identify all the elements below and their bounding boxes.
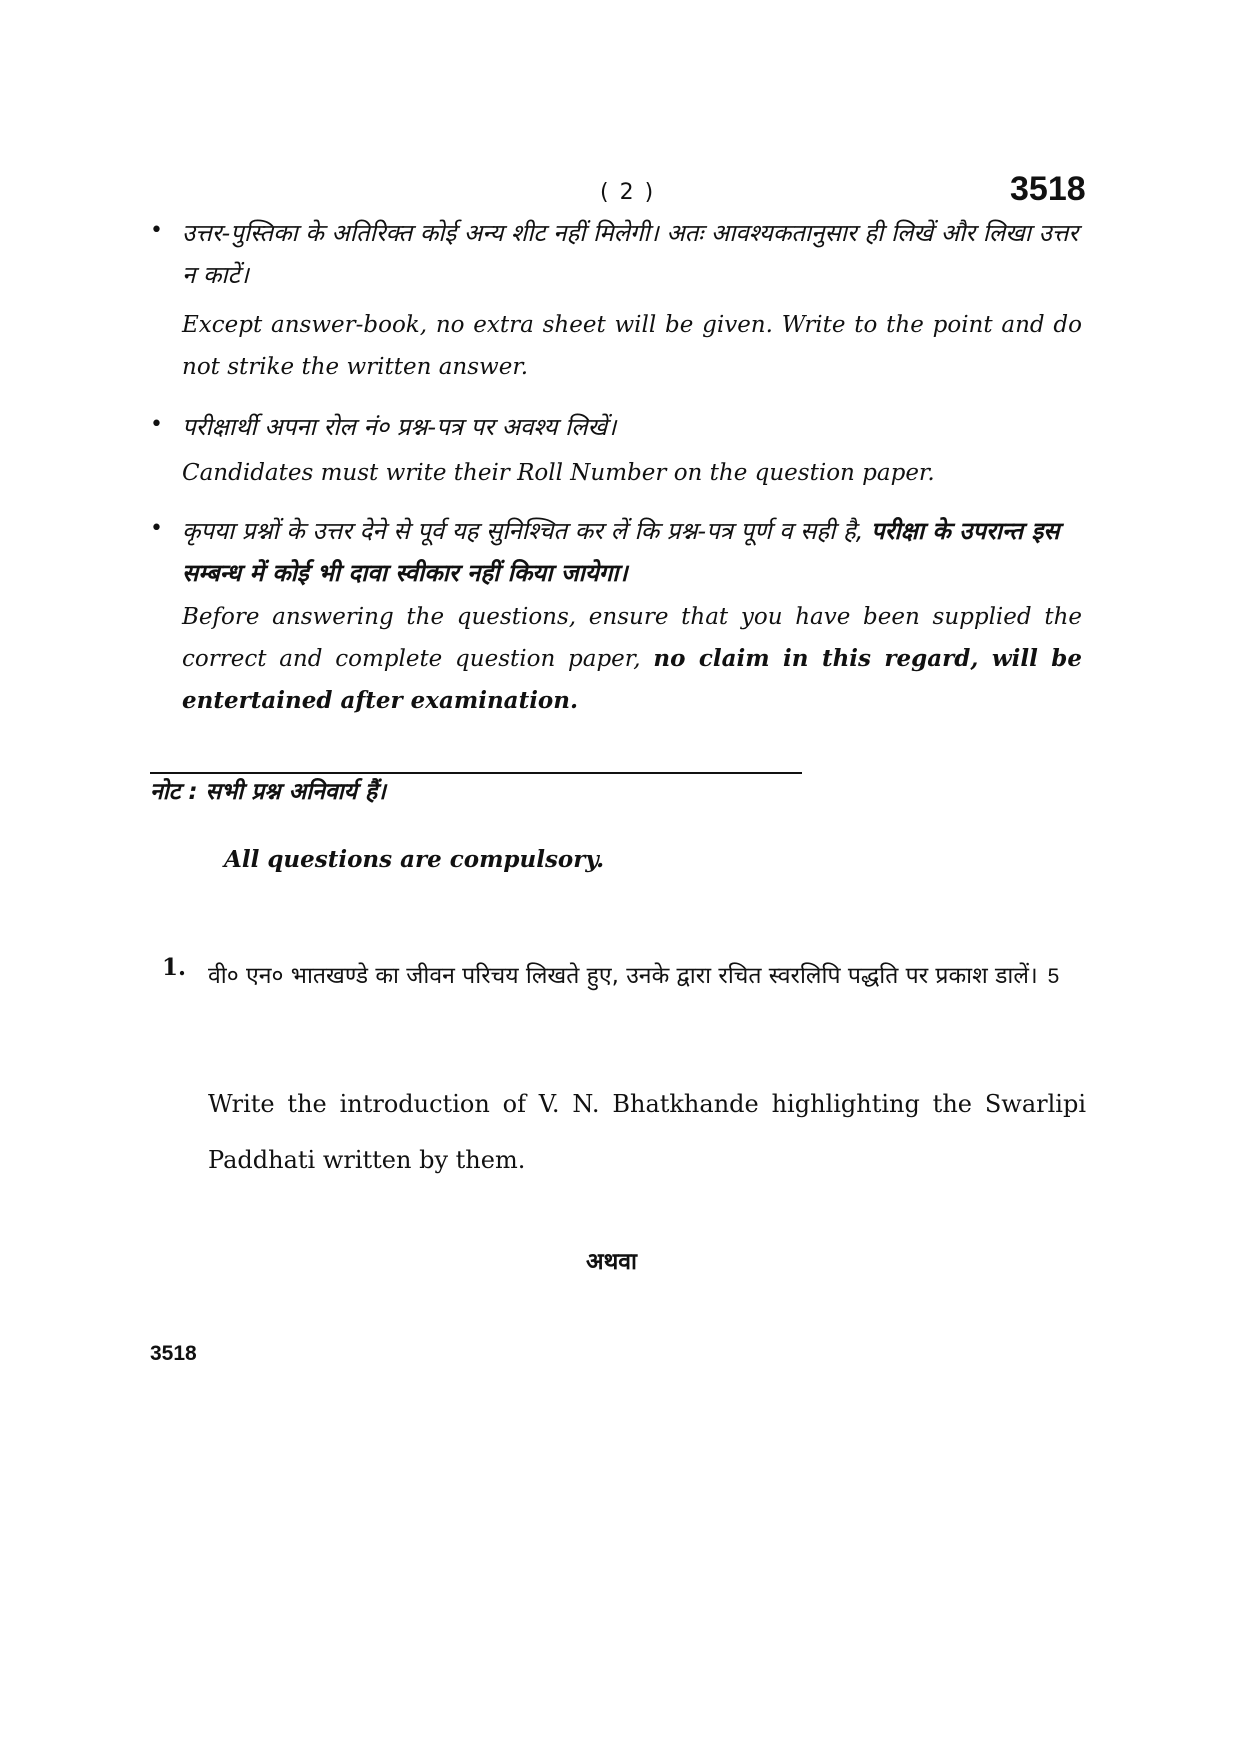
instruction-3-hindi	[182, 510, 1087, 594]
instruction-3-hindi-regular: कृपया प्रश्नों के उत्तर देने से पूर्व यह सुनिश्चित कर लें कि प्रश्न-पत्र पूर्ण व सही है,	[182, 517, 864, 545]
question-1-hindi	[208, 948, 1086, 1005]
bullet-icon: •	[150, 516, 163, 541]
paper-code-footer: 3518	[150, 1342, 197, 1365]
or-separator: अथवा	[586, 1249, 638, 1275]
page-number: ( 2 )	[600, 180, 656, 205]
instruction-2-hindi: परीक्षार्थी अपना रोल नं० प्रश्न-पत्र पर अवश्य लिखें।	[182, 413, 617, 441]
instruction-2-english: Candidates must write their Roll Number on the question paper.	[182, 460, 935, 486]
question-1-hindi-text: वी० एन० भातखण्डे का जीवन परिचय लिखते हुए, उनके द्वारा रचित स्वरलिपि पद्धति पर प्रकाश डालें।	[208, 963, 1038, 989]
instruction-3-english	[182, 596, 1082, 722]
question-1-marks: 5	[1047, 965, 1060, 988]
question-1-english: Write the introduction of V. N. Bhatkhande highlighting the Swarlipi Paddhati written by them.	[208, 1090, 1086, 1174]
instruction-3-english-regular: Before answering the questions, ensure that you have been supplied the correct and complete question paper,	[182, 604, 1082, 672]
note-english: All questions are compulsory.	[224, 846, 605, 873]
instruction-3-hindi-bold: परीक्षा के उपरान्त इस सम्बन्ध में कोई भी दावा स्वीकार नहीं किया जायेगा।	[182, 517, 1060, 587]
bullet-icon: •	[150, 412, 163, 437]
instruction-1-english: Except answer-book, no extra sheet will be given. Write to the point and do not strike the written answer.	[182, 312, 1082, 380]
note-hindi: नोट : सभी प्रश्न अनिवार्य हैं।	[150, 779, 386, 805]
instruction-3-english-bold: no claim in this regard, will be entertained after examination.	[182, 645, 1082, 714]
paper-code-header: 3518	[1010, 170, 1086, 208]
instruction-1-hindi: उत्तर-पुस्तिका के अतिरिक्त कोई अन्य शीट नहीं मिलेगी। अतः आवश्यकतानुसार ही लिखें और लिखा उत्तर न काटें।	[182, 219, 1079, 289]
bullet-icon: •	[150, 218, 163, 243]
question-1-number: 1.	[162, 954, 187, 981]
